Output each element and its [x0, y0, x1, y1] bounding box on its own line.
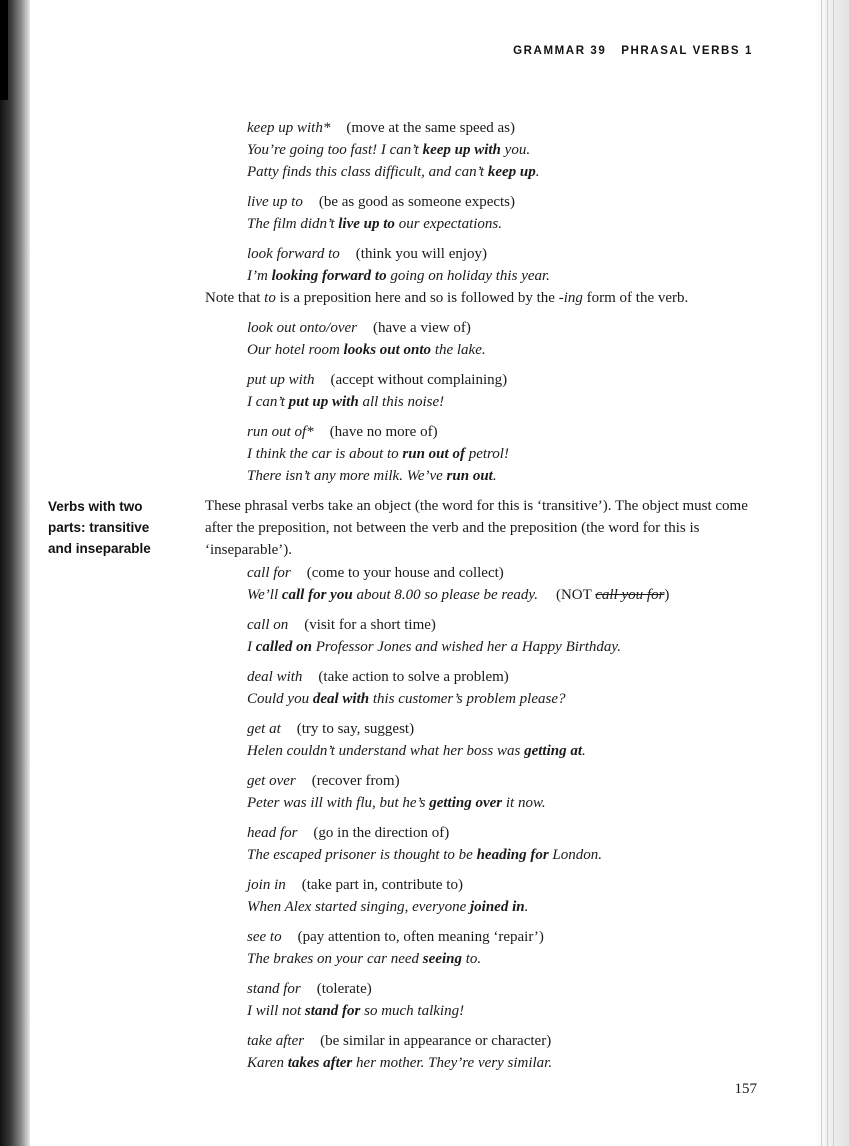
verb-entry — [247, 317, 765, 361]
verb-entry — [247, 770, 765, 814]
phrasal-verb: look out onto/over — [247, 320, 357, 336]
verb-meaning: (visit for a short time) — [304, 617, 436, 633]
highlighted-verb: joined in — [470, 899, 525, 915]
verb-entry — [247, 666, 765, 710]
example-sentence: Patty finds this class difficult, and can’t keep up. — [247, 164, 540, 180]
verb-definition — [247, 666, 765, 688]
verb-definition — [247, 117, 765, 139]
verb-definition — [247, 718, 765, 740]
phrasal-verb: head for — [247, 825, 298, 841]
highlighted-verb: run out of — [402, 446, 465, 462]
highlighted-verb: run out — [446, 468, 493, 484]
verb-meaning: (go in the direction of) — [313, 825, 450, 841]
highlighted-verb: put up with — [288, 394, 359, 410]
highlighted-verb: looks out onto — [343, 342, 432, 358]
spine-dark-edge — [0, 0, 8, 100]
phrasal-verb: keep up with* — [247, 120, 331, 136]
example-sentence: Karen takes after her mother. They’re very similar. — [247, 1055, 553, 1071]
entry-group-2 — [205, 317, 765, 487]
highlighted-verb: keep up — [487, 164, 536, 180]
note-paragraph: Note that to is a preposition here and so is followed by the -ing form of the verb. — [205, 290, 689, 306]
verb-meaning: (recover from) — [311, 773, 400, 789]
verb-entry — [247, 718, 765, 762]
example-sentence: I think the car is about to run out of petrol! — [247, 446, 509, 462]
verb-definition — [247, 926, 765, 948]
verb-meaning: (be similar in appearance or character) — [320, 1033, 552, 1049]
page-number: 157 — [734, 1081, 757, 1097]
example-sentence: You’re going too fast! I can’t keep up with you. — [247, 142, 531, 158]
phrasal-verb: take after — [247, 1033, 305, 1049]
phrasal-verb: join in — [247, 877, 286, 893]
highlighted-verb: deal with — [312, 691, 370, 707]
verb-entry — [247, 117, 765, 183]
verb-definition — [247, 421, 765, 443]
verb-entry — [247, 1030, 765, 1074]
verb-meaning: (try to say, suggest) — [296, 721, 415, 737]
section-intro: These phrasal verbs take an object (the word for this is ‘transitive’). The object must come after the preposition, not between the verb and the preposition (the word for this is ‘inseparable’). — [205, 498, 748, 558]
page-edge — [815, 0, 849, 1146]
verb-meaning: (tolerate) — [316, 981, 372, 997]
verb-definition — [247, 770, 765, 792]
verb-meaning: (think you will enjoy) — [355, 246, 488, 262]
verb-definition — [247, 822, 765, 844]
phrasal-verb: get at — [247, 721, 281, 737]
entry-group-1 — [205, 117, 765, 287]
entry-group-3 — [205, 562, 765, 1074]
example-sentence: Could you deal with this customer’s problem please? — [247, 691, 566, 707]
verb-meaning: (pay attention to, often meaning ‘repair’) — [297, 929, 544, 945]
highlighted-verb: getting at — [524, 743, 582, 759]
verb-meaning: (accept without complaining) — [330, 372, 508, 388]
phrasal-verb: stand for — [247, 981, 301, 997]
verb-meaning: (move at the same speed as) — [346, 120, 516, 136]
verb-meaning: (take action to solve a problem) — [318, 669, 509, 685]
verb-definition — [247, 978, 765, 1000]
example-sentence: There isn’t any more milk. We’ve run out. — [247, 468, 497, 484]
phrasal-verb: see to — [247, 929, 282, 945]
section-label-line: parts: transitive — [48, 520, 150, 535]
header-topic: PHRASAL VERBS 1 — [621, 45, 753, 57]
phrasal-verb: run out of* — [247, 424, 314, 440]
example-sentence: I’m looking forward to going on holiday this year. — [247, 268, 550, 284]
highlighted-verb: takes after — [287, 1055, 353, 1071]
highlighted-verb: getting over — [429, 795, 503, 811]
example-sentence: I can’t put up with all this noise! — [247, 394, 445, 410]
verb-meaning: (have a view of) — [372, 320, 471, 336]
highlighted-verb: called on — [255, 639, 312, 655]
section-label-line: and inseparable — [48, 541, 151, 556]
book-spine-shadow — [0, 0, 30, 1146]
verb-definition — [247, 243, 765, 265]
verb-definition — [247, 1030, 765, 1052]
incorrect-form-note: (NOT call you for) — [555, 587, 670, 603]
running-header — [513, 45, 753, 57]
highlighted-verb: call for you — [281, 587, 353, 603]
verb-entry — [247, 562, 765, 606]
example-sentence: Our hotel room looks out onto the lake. — [247, 342, 486, 358]
verb-definition — [247, 191, 765, 213]
verb-entry — [247, 926, 765, 970]
verb-definition — [247, 614, 765, 636]
phrasal-verb: get over — [247, 773, 296, 789]
section-label — [48, 496, 188, 559]
verb-meaning: (take part in, contribute to) — [301, 877, 463, 893]
example-sentence: I will not stand for so much talking! — [247, 1003, 465, 1019]
phrasal-verb: deal with — [247, 669, 303, 685]
phrasal-verb: look forward to — [247, 246, 340, 262]
highlighted-verb: live up to — [338, 216, 395, 232]
example-sentence: When Alex started singing, everyone joined in. — [247, 899, 529, 915]
example-sentence: The film didn’t live up to our expectations. — [247, 216, 502, 232]
verb-entry — [247, 978, 765, 1022]
verb-meaning: (be as good as someone expects) — [318, 194, 516, 210]
example-sentence: The brakes on your car need seeing to. — [247, 951, 482, 967]
example-sentence: Helen couldn’t understand what her boss was getting at. — [247, 743, 586, 759]
phrasal-verb: call for — [247, 565, 291, 581]
highlighted-verb: looking forward to — [271, 268, 387, 284]
section-label-line: Verbs with two — [48, 499, 143, 514]
verb-definition — [247, 317, 765, 339]
verb-meaning: (come to your house and collect) — [306, 565, 504, 581]
highlighted-verb: seeing — [422, 951, 462, 967]
example-sentence: Peter was ill with flu, but he’s getting over it now. — [247, 795, 546, 811]
verb-entry — [247, 243, 765, 287]
phrasal-verb: call on — [247, 617, 289, 633]
verb-entry — [247, 822, 765, 866]
verb-entry — [247, 874, 765, 918]
highlighted-verb: heading for — [476, 847, 549, 863]
example-sentence: I called on Professor Jones and wished her a Happy Birthday. — [247, 639, 622, 655]
header-chapter: GRAMMAR 39 — [513, 45, 607, 57]
verb-entry — [247, 191, 765, 235]
phrasal-verb: live up to — [247, 194, 303, 210]
verb-entry — [247, 614, 765, 658]
verb-entry — [247, 421, 765, 487]
highlighted-verb: keep up with — [422, 142, 501, 158]
example-sentence: We’ll call for you about 8.00 so please be ready. (NOT call you for) — [247, 587, 670, 603]
verb-definition — [247, 562, 765, 584]
page-body — [205, 117, 765, 1074]
phrasal-verb: put up with — [247, 372, 315, 388]
verb-entry — [247, 369, 765, 413]
verb-meaning: (have no more of) — [329, 424, 438, 440]
example-sentence: The escaped prisoner is thought to be heading for London. — [247, 847, 603, 863]
highlighted-verb: stand for — [304, 1003, 361, 1019]
verb-definition — [247, 874, 765, 896]
verb-definition — [247, 369, 765, 391]
